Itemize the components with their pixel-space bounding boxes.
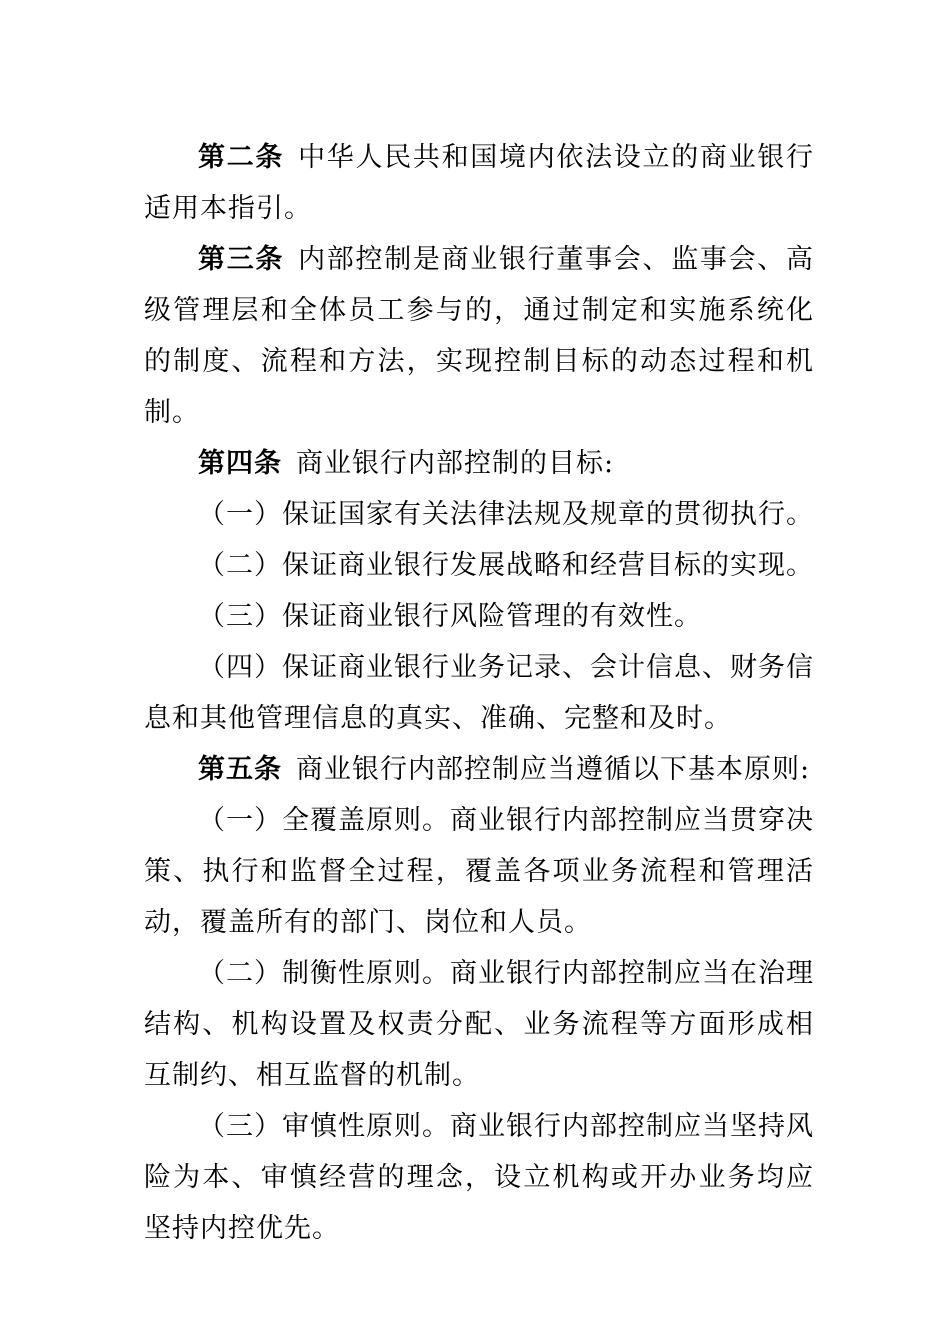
- article-4: [144, 438, 814, 489]
- article-4-item-3: [144, 591, 814, 642]
- article-text: 商业银行内部控制的目标:: [296, 448, 615, 479]
- article-label: 第五条: [198, 754, 282, 785]
- item-text: （三）保证商业银行风险管理的有效性。: [198, 601, 702, 632]
- document-body: [144, 132, 814, 1254]
- article-5: [144, 744, 814, 795]
- article-label: 第二条: [198, 142, 285, 173]
- article-label: 第四条: [198, 448, 282, 479]
- article-2: [144, 132, 814, 234]
- item-text: （二）保证商业银行发展战略和经营目标的实现。: [198, 550, 814, 581]
- article-text: 中华人民共和国境内依法设立的商业银行适用本指引。: [144, 142, 815, 224]
- article-4-item-1: [144, 489, 814, 540]
- article-5-item-3: [144, 1101, 814, 1254]
- article-text: 内部控制是商业银行董事会、监事会、高级管理层和全体员工参与的，通过制定和实施系统化的制度、流程和方法，实现控制目标的动态过程和机制。: [144, 244, 815, 428]
- article-label: 第三条: [198, 244, 285, 275]
- item-text: （四）保证商业银行业务记录、会计信息、财务信息和其他管理信息的真实、准确、完整和及时。: [144, 652, 814, 734]
- article-4-item-2: [144, 540, 814, 591]
- item-text: （一）全覆盖原则。商业银行内部控制应当贯穿决策、执行和监督全过程，覆盖各项业务流程和管理活动，覆盖所有的部门、岗位和人员。: [144, 805, 814, 938]
- item-text: （二）制衡性原则。商业银行内部控制应当在治理结构、机构设置及权责分配、业务流程等方面形成相互制约、相互监督的机制。: [144, 958, 814, 1091]
- article-3: [144, 234, 814, 438]
- item-text: （三）审慎性原则。商业银行内部控制应当坚持风险为本、审慎经营的理念，设立机构或开办业务均应坚持内控优先。: [144, 1111, 814, 1244]
- article-5-item-1: [144, 795, 814, 948]
- article-4-item-4: [144, 642, 814, 744]
- item-text: （一）保证国家有关法律法规及规章的贯彻执行。: [198, 499, 814, 530]
- article-text: 商业银行内部控制应当遵循以下基本原则:: [296, 754, 811, 785]
- article-5-item-2: [144, 948, 814, 1101]
